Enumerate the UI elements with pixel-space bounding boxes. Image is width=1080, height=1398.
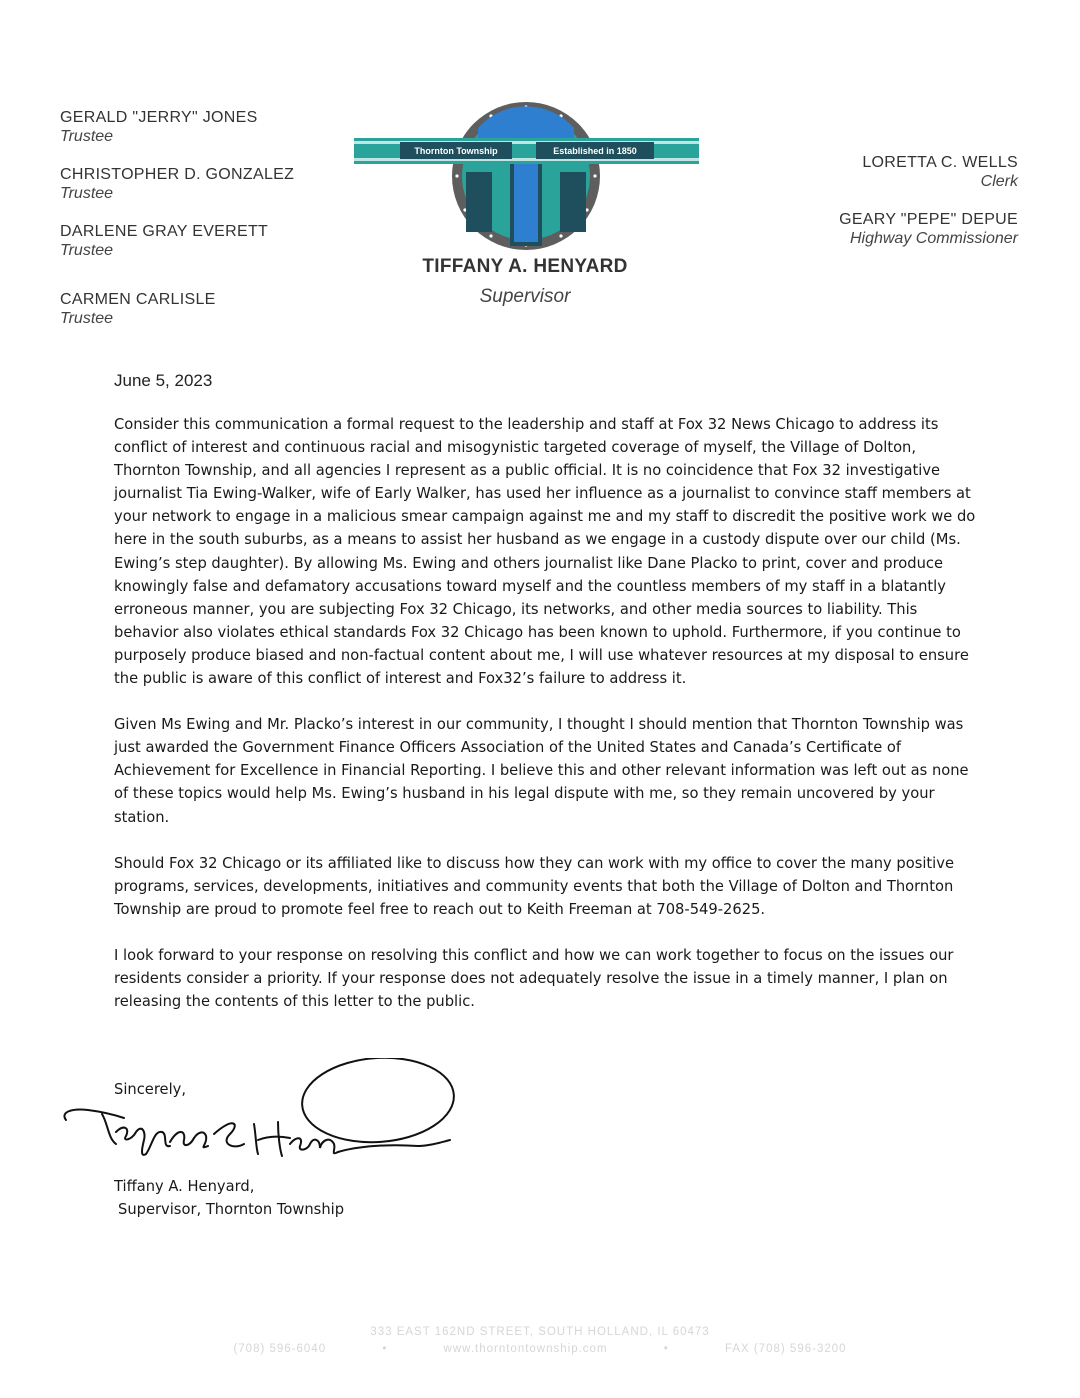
footer-separator: • xyxy=(382,1343,388,1355)
trustee-role: Trustee xyxy=(60,128,114,145)
signer-block xyxy=(114,1175,344,1221)
trustee-name: CHRISTOPHER D. GONZALEZ xyxy=(60,166,295,183)
highway-commissioner xyxy=(839,211,1018,248)
trustee-role: Trustee xyxy=(60,185,114,202)
trustee-1 xyxy=(60,109,258,146)
paragraph-4: I look forward to your response on resolving this conflict and how we can work together to focus on the issues our residents consider a priority. If your response does not adequately resolve the issue in a timely manner, I plan on releasing the contents of this letter to the public. xyxy=(114,946,954,1011)
handwritten-signature xyxy=(58,1058,458,1168)
logo-left-banner-text: Thornton Township xyxy=(414,146,498,156)
logo-right-pillar xyxy=(560,172,586,232)
footer-fax: FAX (708) 596-3200 xyxy=(724,1343,847,1355)
closing: Sincerely, xyxy=(114,1081,187,1098)
supervisor-role: Supervisor xyxy=(479,286,571,307)
paragraph-1: Consider this communication a formal request to the leadership and staff at Fox 32 News Chicago to address its conflict of interest and continuous racial and misogynistic targeted coverage of myself, the Village of Dolton, Thornton Township, and all agencies I represent as a public official. It is no coincidence that Fox 32 investigative journalist Tia Ewing-Walker, wife of Early Walker, has used her influence as a journalist to convince staff members at your network to engage in a malicious smear campaign against me and my staff to discredit the positive work we do here in the south suburbs, as a means to assist her husband as we engage in a custody dispute over our child (Ms. Ewing’s step daughter). By allowing Ms. Ewing and others journalist like Dane Placko to print, cover and produce knowingly false and defamatory accusations toward myself and the countless members of my staff in a blatantly erroneous manner, you are subjecting Fox 32 Chicago, its networks, and other media sources to liability. This behavior also violates ethical standards Fox 32 Chicago has been known to uphold. Furthermore, if you continue to purposely produce biased and non-factual content about me, I will use whatever resources at my disposal to ensure the public is aware of this conflict of interest and Fox32’s failure to address it. xyxy=(114,416,976,688)
thornton-township-logo xyxy=(354,88,699,256)
footer-website: www.thorntontownship.com xyxy=(443,1343,608,1355)
footer-contact xyxy=(0,1343,1080,1355)
officer-role: Clerk xyxy=(980,173,1018,190)
signer-title: Supervisor, Thornton Township xyxy=(118,1201,345,1218)
trustee-role: Trustee xyxy=(60,242,114,259)
logo-right-banner-text: Established in 1850 xyxy=(553,146,637,156)
supervisor-heading xyxy=(380,256,670,308)
trustee-role: Trustee xyxy=(60,310,114,327)
paragraph-2: Given Ms Ewing and Mr. Placko’s interest in our community, I thought I should mention that Thornton Township was just awarded the Government Finance Officers Association of the United States and Canada’s Certificate of Achievement for Excellence in Financial Reporting. I believe this and other relevant information was left out as none of these topics would help Ms. Ewing’s husband in his legal dispute with me, so they remain uncovered by your station. xyxy=(114,716,969,826)
officer-role: Highway Commissioner xyxy=(849,230,1018,247)
trustee-name: DARLENE GRAY EVERETT xyxy=(60,223,269,240)
footer-address: 333 EAST 162ND STREET, SOUTH HOLLAND, IL 60473 xyxy=(370,1326,710,1338)
clerk xyxy=(862,154,1018,191)
trustee-name: GERALD "JERRY" JONES xyxy=(60,109,258,126)
paragraph-3: Should Fox 32 Chicago or its affiliated like to discuss how they can work with my office to cover the many positive programs, services, developments, initiatives and community events that both the Village of Dolton and Thornton Township are proud to promote feel free to reach out to Keith Freeman at 708-549-2625. xyxy=(114,854,954,918)
officer-name: LORETTA C. WELLS xyxy=(862,154,1018,171)
letter-date: June 5, 2023 xyxy=(114,371,213,390)
trustee-3 xyxy=(60,223,268,260)
logo-center-pillar xyxy=(512,160,540,244)
trustee-name: CARMEN CARLISLE xyxy=(60,291,216,308)
signer-name: Tiffany A. Henyard, xyxy=(114,1178,255,1195)
footer-separator: • xyxy=(663,1343,669,1355)
supervisor-name: TIFFANY A. HENYARD xyxy=(422,256,628,277)
trustee-2 xyxy=(60,166,294,203)
trustee-4 xyxy=(60,291,216,328)
logo-left-pillar xyxy=(466,172,492,232)
officer-name: GEARY "PEPE" DEPUE xyxy=(839,211,1018,228)
letter-body xyxy=(114,413,984,1036)
footer-phone: (708) 596-6040 xyxy=(233,1343,327,1355)
